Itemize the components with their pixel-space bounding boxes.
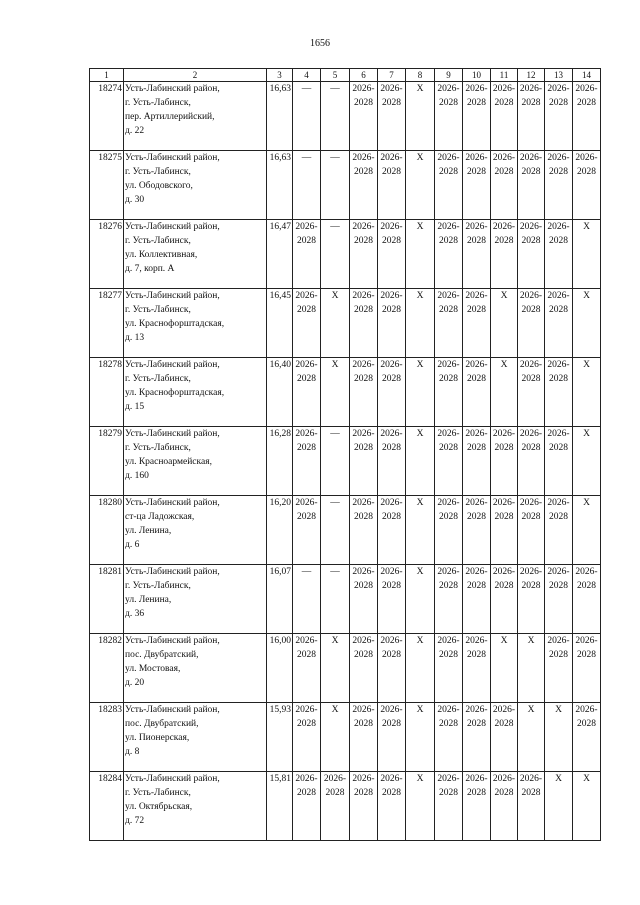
period-cell: 2026- 2028	[491, 772, 518, 841]
address-line: Усть-Лабинский район,	[125, 222, 220, 232]
address-cell	[124, 565, 267, 634]
table-row	[90, 289, 601, 358]
period-cell: —	[321, 496, 350, 565]
period-cell: X	[321, 634, 350, 703]
period-cell: 2026- 2028	[491, 151, 518, 220]
address-line: ул. Ленина,	[125, 595, 172, 605]
period-cell: X	[573, 496, 601, 565]
period-cell: 2026- 2028	[545, 496, 573, 565]
period-cell: X	[406, 772, 435, 841]
period-cell: 2026- 2028	[463, 496, 491, 565]
address-line: пер. Артиллерийский,	[125, 112, 215, 122]
address-line: г. Усть-Лабинск,	[125, 167, 191, 177]
period-cell: X	[573, 220, 601, 289]
address-cell	[124, 634, 267, 703]
period-cell: 2026- 2028	[435, 565, 463, 634]
period-cell: 2026- 2028	[518, 565, 545, 634]
period-cell: 2026- 2028	[378, 703, 406, 772]
period-cell: 2026- 2028	[518, 496, 545, 565]
period-cell: 2026- 2028	[350, 220, 378, 289]
table-row	[90, 358, 601, 427]
period-cell: 2026- 2028	[435, 703, 463, 772]
address-line: д. 6	[125, 540, 140, 550]
header-cell: 1	[90, 69, 124, 82]
table-row	[90, 703, 601, 772]
period-cell: 2026- 2028	[463, 82, 491, 151]
address-line: ул. Пионерская,	[125, 733, 190, 743]
header-cell: 12	[518, 69, 545, 82]
period-cell: X	[321, 703, 350, 772]
address-line: пос. Двубратский,	[125, 719, 199, 729]
period-cell: 2026- 2028	[378, 151, 406, 220]
period-cell: 2026- 2028	[545, 220, 573, 289]
period-cell: 2026- 2028	[545, 427, 573, 496]
period-cell: —	[321, 565, 350, 634]
period-cell: 2026- 2028	[518, 220, 545, 289]
address-line: г. Усть-Лабинск,	[125, 374, 191, 384]
header-row	[90, 69, 601, 82]
table-row	[90, 496, 601, 565]
address-line: д. 30	[125, 195, 145, 205]
period-cell: 2026- 2028	[491, 82, 518, 151]
address-cell	[124, 496, 267, 565]
period-cell: X	[545, 703, 573, 772]
address-line: г. Усть-Лабинск,	[125, 236, 191, 246]
period-cell: 2026- 2028	[573, 82, 601, 151]
period-cell: 2026- 2028	[545, 289, 573, 358]
period-cell: 2026- 2028	[435, 151, 463, 220]
address-line: Усть-Лабинский район,	[125, 153, 220, 163]
area-value: 16,63	[267, 82, 293, 151]
period-cell: 2026- 2028	[435, 427, 463, 496]
address-line: ул. Краснофорштадская,	[125, 388, 225, 398]
address-line: д. 20	[125, 678, 145, 688]
address-line: Усть-Лабинский район,	[125, 705, 220, 715]
period-cell: 2026- 2028	[293, 772, 321, 841]
row-number: 18280	[90, 496, 124, 565]
period-cell: 2026- 2028	[350, 427, 378, 496]
period-cell: 2026- 2028	[321, 772, 350, 841]
period-cell: X	[406, 703, 435, 772]
period-cell: 2026- 2028	[545, 634, 573, 703]
period-cell: X	[406, 427, 435, 496]
period-cell: 2026- 2028	[435, 358, 463, 427]
period-cell: 2026- 2028	[463, 565, 491, 634]
period-cell: X	[573, 772, 601, 841]
table-row	[90, 565, 601, 634]
row-number: 18281	[90, 565, 124, 634]
period-cell: 2026- 2028	[350, 703, 378, 772]
area-value: 16,28	[267, 427, 293, 496]
address-line: пос. Двубратский,	[125, 650, 199, 660]
row-number: 18276	[90, 220, 124, 289]
period-cell: 2026- 2028	[463, 220, 491, 289]
header-cell: 10	[463, 69, 491, 82]
period-cell: 2026- 2028	[293, 634, 321, 703]
period-cell: X	[491, 634, 518, 703]
period-cell: 2026- 2028	[491, 703, 518, 772]
table-row	[90, 220, 601, 289]
row-number: 18282	[90, 634, 124, 703]
table-row	[90, 634, 601, 703]
period-cell: 2026- 2028	[463, 151, 491, 220]
period-cell: X	[518, 703, 545, 772]
table-row	[90, 82, 601, 151]
address-cell	[124, 427, 267, 496]
address-line: Усть-Лабинский район,	[125, 567, 220, 577]
period-cell: 2026- 2028	[350, 358, 378, 427]
period-cell: 2026- 2028	[350, 151, 378, 220]
period-cell: 2026- 2028	[378, 82, 406, 151]
row-number: 18275	[90, 151, 124, 220]
period-cell: —	[321, 220, 350, 289]
period-cell: 2026- 2028	[350, 82, 378, 151]
address-cell	[124, 772, 267, 841]
period-cell: 2026- 2028	[435, 772, 463, 841]
period-cell: 2026- 2028	[545, 151, 573, 220]
period-cell: 2026- 2028	[491, 496, 518, 565]
period-cell: 2026- 2028	[378, 358, 406, 427]
period-cell: 2026- 2028	[518, 82, 545, 151]
period-cell: X	[406, 634, 435, 703]
period-cell: 2026- 2028	[518, 772, 545, 841]
period-cell: 2026- 2028	[378, 427, 406, 496]
header-cell: 5	[321, 69, 350, 82]
header-cell: 3	[267, 69, 293, 82]
address-line: г. Усть-Лабинск,	[125, 305, 191, 315]
address-line: Усть-Лабинский район,	[125, 291, 220, 301]
period-cell: 2026- 2028	[435, 82, 463, 151]
period-cell: X	[406, 151, 435, 220]
address-cell	[124, 151, 267, 220]
period-cell: 2026- 2028	[463, 427, 491, 496]
period-cell: 2026- 2028	[491, 427, 518, 496]
row-number: 18277	[90, 289, 124, 358]
address-line: д. 8	[125, 747, 140, 757]
period-cell: X	[573, 358, 601, 427]
period-cell: 2026- 2028	[545, 358, 573, 427]
address-line: Усть-Лабинский район,	[125, 429, 220, 439]
period-cell: 2026- 2028	[435, 289, 463, 358]
address-line: ул. Коллективная,	[125, 250, 198, 260]
period-cell: 2026- 2028	[350, 634, 378, 703]
table-row	[90, 151, 601, 220]
address-line: д. 36	[125, 609, 145, 619]
address-line: ст-ца Ладожская,	[125, 512, 195, 522]
row-number: 18274	[90, 82, 124, 151]
area-value: 16,07	[267, 565, 293, 634]
area-value: 15,93	[267, 703, 293, 772]
address-line: д. 72	[125, 816, 145, 826]
address-line: г. Усть-Лабинск,	[125, 581, 191, 591]
period-cell: 2026- 2028	[545, 82, 573, 151]
period-cell: —	[293, 151, 321, 220]
row-number: 18284	[90, 772, 124, 841]
period-cell: X	[406, 289, 435, 358]
period-cell: —	[293, 565, 321, 634]
period-cell: 2026- 2028	[463, 634, 491, 703]
address-line: ул. Ленина,	[125, 526, 172, 536]
address-line: д. 7, корп. А	[125, 264, 175, 274]
period-cell: 2026- 2028	[378, 220, 406, 289]
period-cell: X	[406, 565, 435, 634]
table-row	[90, 427, 601, 496]
registry-table	[89, 68, 601, 841]
address-line: ул. Октябрьская,	[125, 802, 193, 812]
address-line: г. Усть-Лабинск,	[125, 443, 191, 453]
page-number: 1656	[310, 38, 330, 49]
period-cell: 2026- 2028	[293, 496, 321, 565]
period-cell: 2026- 2028	[435, 220, 463, 289]
period-cell: 2026- 2028	[435, 496, 463, 565]
period-cell: X	[321, 358, 350, 427]
period-cell: 2026- 2028	[545, 565, 573, 634]
header-cell: 9	[435, 69, 463, 82]
period-cell: 2026- 2028	[435, 634, 463, 703]
period-cell: X	[491, 358, 518, 427]
address-cell	[124, 82, 267, 151]
period-cell: 2026- 2028	[293, 220, 321, 289]
period-cell: X	[545, 772, 573, 841]
area-value: 16,20	[267, 496, 293, 565]
address-line: д. 160	[125, 471, 149, 481]
header-cell: 2	[124, 69, 267, 82]
address-line: г. Усть-Лабинск,	[125, 788, 191, 798]
period-cell: X	[406, 82, 435, 151]
area-value: 16,00	[267, 634, 293, 703]
address-line: ул. Мостовая,	[125, 664, 181, 674]
address-line: Усть-Лабинский район,	[125, 774, 220, 784]
period-cell: 2026- 2028	[378, 496, 406, 565]
period-cell: X	[491, 289, 518, 358]
period-cell: 2026- 2028	[350, 289, 378, 358]
period-cell: X	[573, 289, 601, 358]
area-value: 16,63	[267, 151, 293, 220]
period-cell: 2026- 2028	[518, 289, 545, 358]
address-cell	[124, 703, 267, 772]
address-line: Усть-Лабинский район,	[125, 360, 220, 370]
row-number: 18278	[90, 358, 124, 427]
period-cell: X	[321, 289, 350, 358]
address-line: ул. Красноармейская,	[125, 457, 212, 467]
period-cell: 2026- 2028	[463, 772, 491, 841]
period-cell: 2026- 2028	[518, 358, 545, 427]
period-cell: 2026- 2028	[573, 634, 601, 703]
period-cell: 2026- 2028	[491, 565, 518, 634]
period-cell: 2026- 2028	[293, 427, 321, 496]
address-line: д. 13	[125, 333, 145, 343]
address-cell	[124, 289, 267, 358]
period-cell: 2026- 2028	[573, 565, 601, 634]
period-cell: —	[293, 82, 321, 151]
period-cell: X	[406, 358, 435, 427]
period-cell: 2026- 2028	[293, 289, 321, 358]
header-cell: 8	[406, 69, 435, 82]
address-cell	[124, 358, 267, 427]
period-cell: 2026- 2028	[463, 703, 491, 772]
area-value: 16,47	[267, 220, 293, 289]
address-line: д. 22	[125, 126, 145, 136]
address-cell	[124, 220, 267, 289]
address-line: г. Усть-Лабинск,	[125, 98, 191, 108]
header-cell: 13	[545, 69, 573, 82]
address-line: Усть-Лабинский район,	[125, 636, 220, 646]
period-cell: —	[321, 82, 350, 151]
period-cell: —	[321, 427, 350, 496]
header-cell: 4	[293, 69, 321, 82]
address-line: Усть-Лабинский район,	[125, 498, 220, 508]
area-value: 16,45	[267, 289, 293, 358]
period-cell: 2026- 2028	[573, 151, 601, 220]
address-line: ул. Ободовского,	[125, 181, 193, 191]
period-cell: 2026- 2028	[350, 565, 378, 634]
header-cell: 6	[350, 69, 378, 82]
period-cell: 2026- 2028	[491, 220, 518, 289]
period-cell: X	[406, 496, 435, 565]
address-line: д. 15	[125, 402, 145, 412]
period-cell: 2026- 2028	[518, 151, 545, 220]
row-number: 18279	[90, 427, 124, 496]
period-cell: 2026- 2028	[350, 496, 378, 565]
period-cell: X	[518, 634, 545, 703]
area-value: 15,81	[267, 772, 293, 841]
address-line: Усть-Лабинский район,	[125, 84, 220, 94]
period-cell: 2026- 2028	[293, 703, 321, 772]
period-cell: 2026- 2028	[378, 289, 406, 358]
period-cell: 2026- 2028	[350, 772, 378, 841]
period-cell: 2026- 2028	[463, 358, 491, 427]
period-cell: X	[406, 220, 435, 289]
area-value: 16,40	[267, 358, 293, 427]
period-cell: 2026- 2028	[378, 565, 406, 634]
period-cell: 2026- 2028	[518, 427, 545, 496]
address-line: ул. Краснофорштадская,	[125, 319, 225, 329]
period-cell: 2026- 2028	[378, 634, 406, 703]
period-cell: 2026- 2028	[573, 703, 601, 772]
period-cell: —	[321, 151, 350, 220]
period-cell: X	[573, 427, 601, 496]
header-cell: 11	[491, 69, 518, 82]
header-cell: 7	[378, 69, 406, 82]
header-cell: 14	[573, 69, 601, 82]
row-number: 18283	[90, 703, 124, 772]
period-cell: 2026- 2028	[293, 358, 321, 427]
period-cell: 2026- 2028	[463, 289, 491, 358]
period-cell: 2026- 2028	[378, 772, 406, 841]
table-row	[90, 772, 601, 841]
